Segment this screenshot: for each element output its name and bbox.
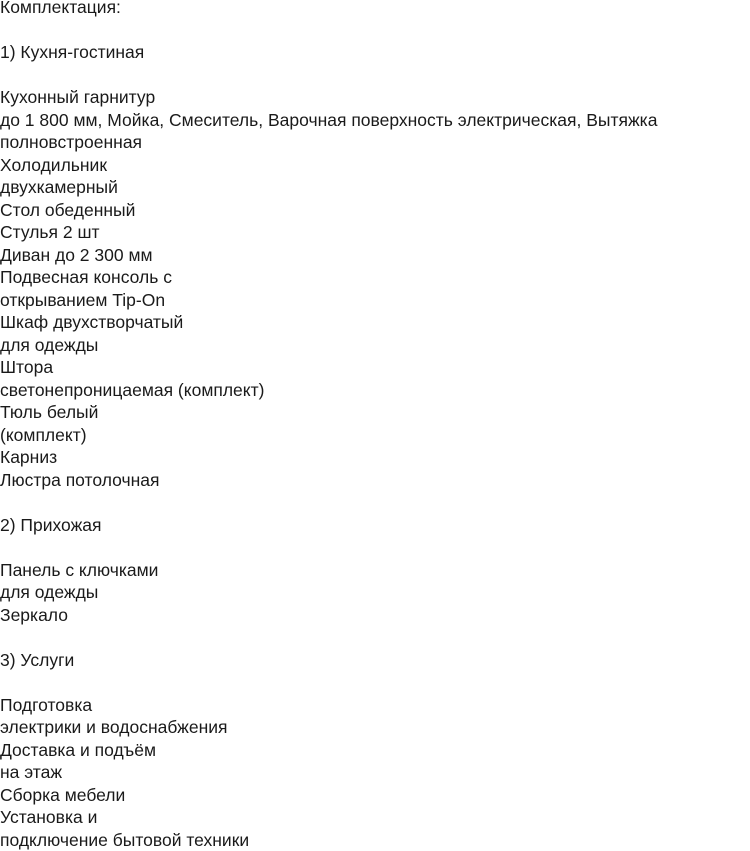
list-item: Зеркало [0, 604, 750, 627]
list-item: Кухонный гарнитур [0, 86, 750, 109]
spacer [0, 19, 750, 42]
list-item: Шкаф двухстворчатый [0, 311, 750, 334]
list-item: для одежды [0, 581, 750, 604]
list-item: Стол обеденный [0, 199, 750, 222]
list-item: Подвесная консоль с [0, 266, 750, 289]
list-item: для одежды [0, 334, 750, 357]
section-services [0, 649, 750, 851]
list-item: светонепроницаемая (комплект) [0, 379, 750, 402]
list-item: открыванием Tip-On [0, 289, 750, 312]
list-item: (комплект) [0, 424, 750, 447]
list-item: Панель с ключками [0, 559, 750, 582]
list-item: Люстра потолочная [0, 469, 750, 492]
spacer [0, 536, 750, 559]
list-item: электрики и водоснабжения [0, 716, 750, 739]
spacer [0, 671, 750, 694]
spacer [0, 626, 750, 649]
list-item: Карниз [0, 446, 750, 469]
list-item: подключение бытовой техники [0, 829, 750, 851]
list-item: Тюль белый [0, 401, 750, 424]
list-item: Подготовка [0, 694, 750, 717]
list-item: двухкамерный [0, 176, 750, 199]
section-heading: 3) Услуги [0, 649, 750, 672]
list-item: Стулья 2 шт [0, 221, 750, 244]
list-item: Холодильник [0, 154, 750, 177]
section-heading: 1) Кухня-гостиная [0, 41, 750, 64]
section-hallway [0, 514, 750, 627]
spacer [0, 64, 750, 87]
section-kitchen-living-room [0, 41, 750, 491]
list-item: Диван до 2 300 мм [0, 244, 750, 267]
list-item: на этаж [0, 761, 750, 784]
list-item: до 1 800 мм, Мойка, Смеситель, Варочная поверхность электрическая, Вытяжка [0, 109, 750, 132]
list-item: Штора [0, 356, 750, 379]
document-title: Комплектация: [0, 0, 750, 19]
spacer [0, 491, 750, 514]
section-heading: 2) Прихожая [0, 514, 750, 537]
list-item: Установка и [0, 806, 750, 829]
list-item: полновстроенная [0, 131, 750, 154]
list-item: Доставка и подъём [0, 739, 750, 762]
list-item: Сборка мебели [0, 784, 750, 807]
